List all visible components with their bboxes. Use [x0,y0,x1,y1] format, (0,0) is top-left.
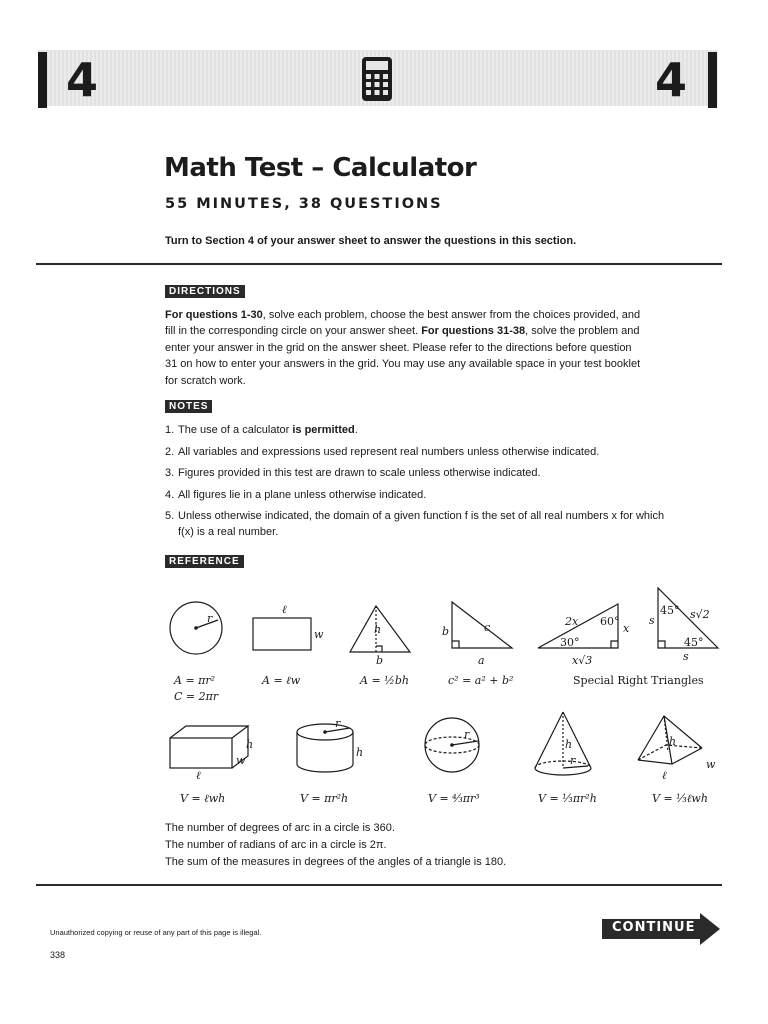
note-text: Figures provided in this test are drawn to scale unless otherwise indicated. [178,467,541,479]
reference-figures [160,580,730,815]
instruction-text: Turn to Section 4 of your answer sheet to answer the questions in this section. [165,235,577,247]
directions-text-2: , solve the problem and enter your answer in the grid on the answer sheet. Please refer to the directions before question 31 on how to enter your answers in the grid. You may use any available space in your test booklet for scratch work. [165,325,641,387]
label-h-cylinder: h [356,746,364,759]
note-item [165,444,668,460]
directions-text-1: , solve each problem, choose the best answer from the choices provided, and fill in the corresponding circle on your answer sheet. [165,309,641,338]
label-30-deg: 30° [560,636,580,649]
section-bar-right [708,52,717,108]
label-60-deg: 60° [600,615,620,628]
section-number-right: 4 [655,53,688,107]
continue-button[interactable]: CONTINUE [612,920,696,935]
calculator-icon [361,56,393,102]
label-h-box: h [246,738,254,751]
right-triangle-figure [452,602,512,648]
directions-q31-38: For questions 31-38 [421,325,526,338]
note-text: Unless otherwise indicated, the domain of a given function f is the set of all real numbers x for which f(x) is a real number. [178,510,665,538]
label-x: x [623,622,630,635]
directions-label: DIRECTIONS [165,285,245,298]
copyright-notice: Unauthorized copying or reuse of any part of this page is illegal. [50,928,262,937]
label-r-cylinder: r [335,717,341,730]
note-item [165,465,668,481]
note-number: 1. [165,424,175,436]
formula-circle-circumference: C = 2πr [174,690,219,703]
label-r-cone: r [570,754,576,767]
directions-paragraph [165,307,645,389]
label-w-box: w [236,754,246,767]
label-s-root2: s√2 [690,608,710,621]
page-subtitle: 55 MINUTES, 38 QUESTIONS [165,196,443,212]
formula-cone-volume: V = ⅓πr²h [538,792,597,805]
section-number-left: 4 [66,53,99,107]
label-h-triangle: h [374,623,382,636]
label-l-rect: ℓ [282,603,287,616]
reference-facts [165,820,506,871]
directions-q1-30: For questions 1-30 [165,309,263,321]
divider-bottom [36,884,722,886]
note-item [165,487,668,503]
note-text: The use of a calculator [178,424,293,436]
note-number: 2. [165,445,175,458]
label-r-circle: r [207,612,213,625]
label-r-sphere: r [464,728,470,741]
label-w-pyramid: w [706,758,716,771]
page-title: Math Test – Calculator [164,153,477,183]
formula-pyramid-volume: V = ⅓ℓwh [652,792,708,805]
formula-triangle-area: A = ½bh [360,674,409,687]
formula-pythagorean: c² = a² + b² [448,674,514,687]
label-x-root3: x√3 [572,654,593,667]
note-item [165,508,668,540]
note-emphasis: is permitted [292,424,355,436]
divider-top [36,263,722,265]
note-number: 5. [165,510,175,522]
note-text-end: . [354,424,358,436]
rectangle-figure [253,618,311,650]
note-number: 3. [165,467,175,479]
formula-cylinder-volume: V = πr²h [300,792,349,805]
note-text: All figures lie in a plane unless otherwise indicated. [178,488,427,501]
label-l-box: ℓ [196,769,201,782]
label-s-left: s [649,614,655,627]
note-number: 4. [165,488,175,501]
label-h-pyramid: h [669,735,677,748]
label-45-deg-top: 45° [660,604,680,617]
note-item [165,422,668,438]
special-triangles-caption: Special Right Triangles [573,674,704,687]
label-c-right: c [484,621,491,634]
label-a-right: a [478,654,485,667]
label-h-cone: h [565,738,573,751]
note-text: All variables and expressions used represent real numbers unless otherwise indicated. [178,445,600,458]
fact-triangle-sum: The sum of the measures in degrees of the angles of a triangle is 180. [165,856,507,868]
label-l-pyramid: ℓ [662,769,667,782]
fact-radians: The number of radians of arc in a circle is 2π. [165,839,387,851]
fact-degrees: The number of degrees of arc in a circle is 360. [165,822,395,834]
notes-list [165,422,668,546]
cone-figure [535,712,591,775]
reference-label: REFERENCE [165,555,244,568]
formula-sphere-volume: V = ⁴⁄₃πr³ [428,792,480,805]
label-w-rect: w [314,628,324,641]
label-2x: 2x [565,615,579,628]
notes-label: NOTES [165,400,212,413]
formula-box-volume: V = ℓwh [180,792,226,805]
label-b-triangle: b [376,654,384,667]
label-b-right: b [442,625,450,638]
label-s-bottom: s [683,650,689,663]
formula-rectangle-area: A = ℓw [262,674,301,687]
formula-circle-area: A = πr² [174,674,216,687]
label-45-deg-bottom: 45° [684,636,704,649]
page-number: 338 [50,950,66,960]
section-bar-left [38,52,47,108]
